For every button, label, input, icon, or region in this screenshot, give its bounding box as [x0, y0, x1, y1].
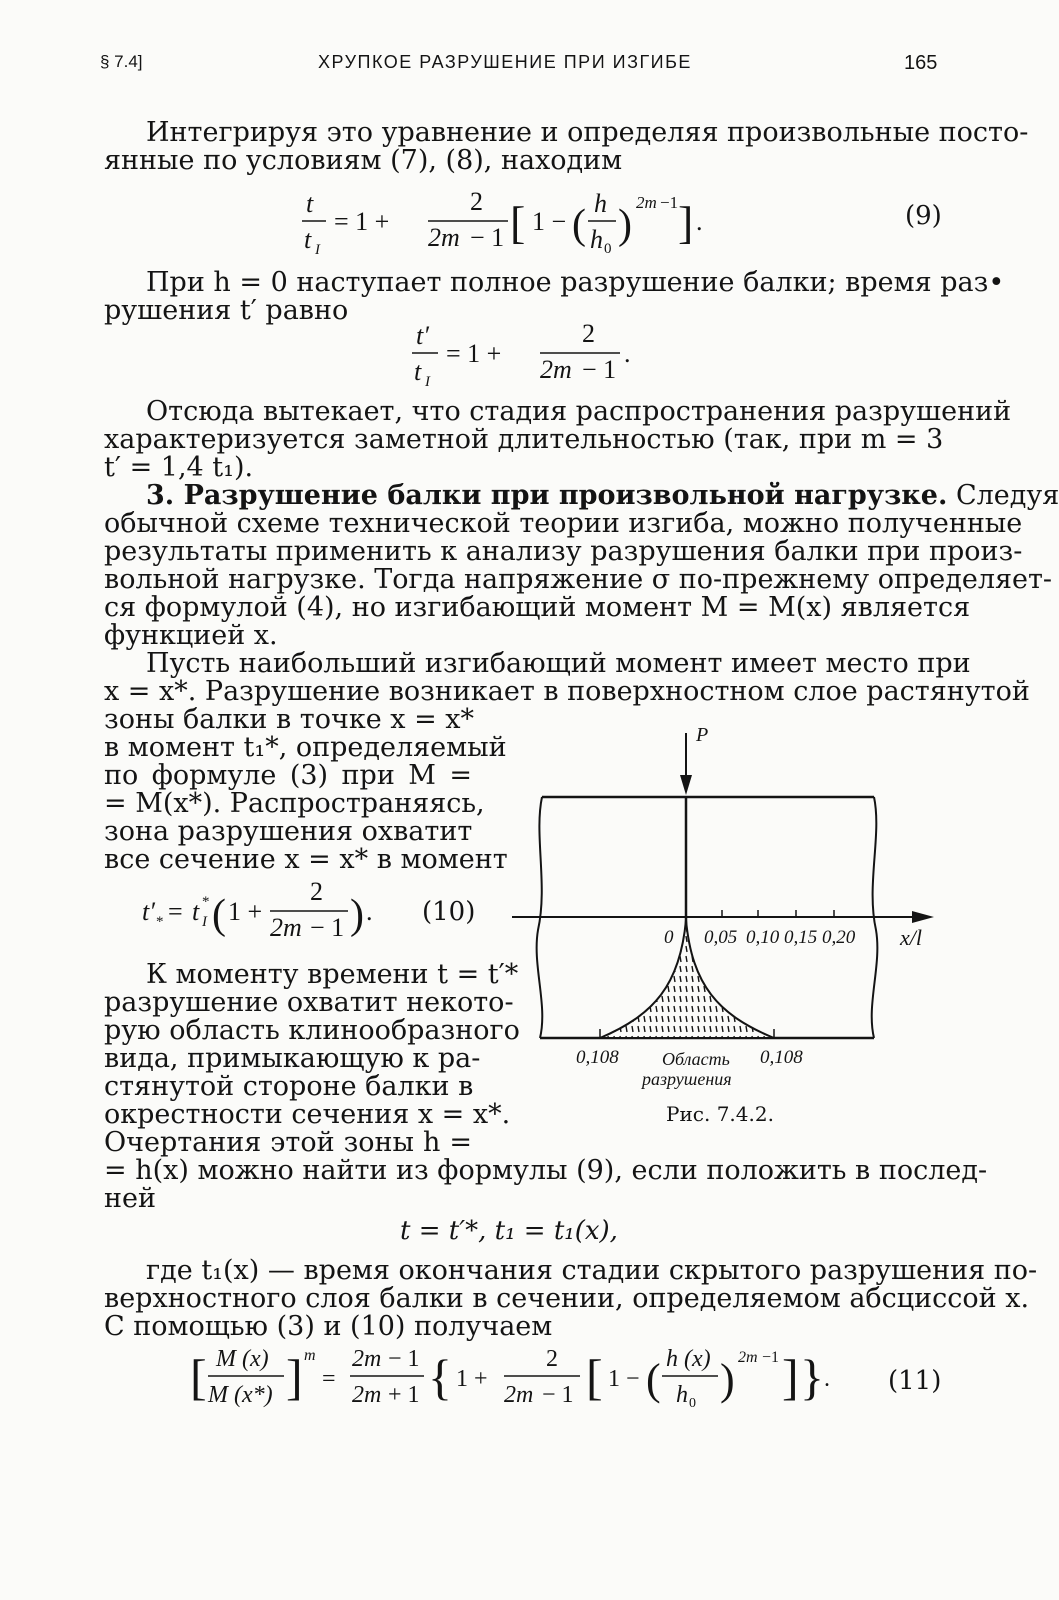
svg-text:2m: 2m — [504, 1382, 534, 1408]
subsection-heading: 3. Разрушение балки при произвольной нагрузке. — [146, 480, 948, 511]
svg-text:I: I — [425, 374, 430, 390]
svg-text:t: t — [414, 357, 422, 386]
svg-text:−1: −1 — [762, 1349, 780, 1366]
text-line: зона разрушения охватит — [104, 816, 473, 847]
equation-number: (10) — [422, 897, 476, 927]
svg-text:− 1: − 1 — [542, 1382, 574, 1408]
text-line: все сечение x = x* в момент — [104, 844, 508, 875]
section-number: § 7.4] — [100, 52, 143, 71]
axis-arrow-icon — [912, 911, 934, 923]
svg-text:): ) — [350, 892, 364, 938]
svg-text:]: ] — [286, 1349, 303, 1405]
svg-text:2: 2 — [582, 319, 595, 348]
equation-9 — [300, 186, 760, 260]
svg-text:2m: 2m — [540, 355, 572, 384]
text-line: результаты применить к анализу разрушения балки при произ- — [104, 536, 1023, 567]
svg-text:[: [ — [190, 1349, 207, 1405]
svg-text:[: [ — [510, 197, 526, 248]
svg-text:M (x): M (x) — [216, 1346, 269, 1372]
svg-text:}: } — [800, 1349, 824, 1405]
svg-text:*: * — [202, 894, 210, 910]
svg-text:2: 2 — [470, 187, 483, 216]
svg-text:= 1 +: = 1 + — [334, 207, 390, 236]
running-title: ХРУПКОЕ РАЗРУШЕНИЕ ПРИ ИЗГИБЕ — [318, 52, 692, 72]
text-span: Следуя — [947, 480, 1059, 511]
equation-11 — [190, 1340, 850, 1420]
svg-text:2m: 2m — [636, 193, 657, 212]
svg-text:h: h — [676, 1382, 688, 1408]
text-line: рую область клинообразного — [104, 1015, 520, 1046]
text-line: С помощью (3) и (10) получаем — [104, 1311, 553, 1342]
text-line: в момент t₁*, определяемый — [104, 732, 507, 763]
svg-text:t′: t′ — [142, 897, 155, 926]
svg-text:t: t — [192, 897, 200, 926]
svg-text:2m: 2m — [428, 223, 460, 252]
svg-text:]: ] — [782, 1349, 799, 1405]
svg-text:m: m — [304, 1347, 316, 1364]
svg-text:2m: 2m — [352, 1346, 382, 1372]
svg-text:− 1: − 1 — [388, 1346, 420, 1372]
axis-label: x/l — [900, 925, 922, 950]
svg-text:=: = — [322, 1366, 336, 1392]
text-line: вольной нагрузке. Тогда напряжение σ по-прежнему определяет- — [104, 564, 1053, 595]
figure-beam — [504, 715, 964, 1100]
force-label: P — [696, 724, 709, 746]
region-label: Область — [662, 1049, 730, 1069]
svg-text:+ 1: + 1 — [388, 1382, 420, 1408]
svg-text:h (x): h (x) — [666, 1346, 711, 1372]
equation-number: (9) — [905, 201, 942, 231]
svg-text:(: ( — [212, 892, 226, 938]
svg-text:1 +: 1 + — [228, 897, 263, 926]
svg-text:t: t — [304, 225, 312, 254]
origin-label: 0 — [664, 927, 674, 948]
svg-text:): ) — [618, 202, 632, 248]
text-line: При h = 0 наступает полное разрушение балки; время раз• — [146, 267, 1005, 298]
equation-substitution: t = t′*, t₁ = t₁(x), — [400, 1216, 618, 1246]
text-line: = h(x) можно найти из формулы (9), если положить в послед- — [104, 1155, 988, 1186]
text-line: ней — [104, 1183, 156, 1214]
text-line: функцией x. — [104, 620, 278, 651]
figure-caption: Рис. 7.4.2. — [666, 1102, 774, 1126]
page-number: 165 — [904, 52, 938, 74]
svg-text:1 −: 1 − — [532, 207, 567, 236]
text-line: зоны балки в точке x = x* — [104, 704, 475, 735]
equation-10 — [142, 876, 412, 950]
text-line: К моменту времени t = t′* — [146, 959, 519, 990]
tick-label: 0,10 — [746, 927, 780, 948]
text-line — [104, 480, 1059, 511]
arrow-head-icon — [680, 775, 692, 795]
svg-text:2m: 2m — [270, 913, 302, 942]
text-line: разрушение охватит некото- — [104, 987, 514, 1018]
svg-text:): ) — [720, 1355, 735, 1404]
svg-text:t: t — [306, 189, 314, 218]
text-line: ся формулой (4), но изгибающий момент M = M(x) является — [104, 592, 971, 623]
axis-ticks — [722, 910, 834, 917]
text-line: окрестности сечения x = x*. — [104, 1099, 511, 1130]
svg-text:− 1: − 1 — [582, 355, 617, 384]
svg-text:*: * — [156, 914, 164, 930]
text-line: стянутой стороне балки в — [104, 1071, 474, 1102]
tick-label: 0,20 — [822, 927, 856, 948]
text-line: = M(x*). Распространяясь, — [104, 788, 485, 819]
text-line: Очертания этой зоны h = — [104, 1127, 472, 1158]
tick-label: 0,15 — [784, 927, 818, 948]
svg-text:1 −: 1 − — [608, 1366, 640, 1392]
svg-text:h: h — [594, 189, 607, 218]
svg-text:2: 2 — [310, 877, 323, 906]
svg-text:I: I — [315, 242, 320, 258]
text-line: характеризуется заметной длительностью (так, при m = 3 — [104, 424, 944, 455]
tick-label: 0,05 — [704, 927, 738, 948]
svg-text:2m: 2m — [738, 1349, 758, 1366]
svg-text:0: 0 — [604, 241, 612, 257]
text-line: янные по условиям (7), (8), находим — [104, 145, 623, 176]
equation-number: (11) — [888, 1366, 942, 1396]
svg-text:M (x*): M (x*) — [208, 1382, 273, 1408]
text-line: Пусть наибольший изгибающий момент имеет место при — [146, 648, 971, 679]
svg-text:.: . — [824, 1366, 830, 1392]
text-line: где t₁(x) — время окончания стадии скрытого разрушения по- — [146, 1255, 1038, 1286]
text-line: обычной схеме технической теории изгиба, можно полученные — [104, 508, 1023, 539]
svg-text:0: 0 — [689, 1396, 696, 1411]
text-line: Отсюда вытекает, что стадия распространения разрушений — [146, 396, 1012, 427]
svg-text:= 1 +: = 1 + — [446, 339, 502, 368]
text-line: Интегрируя это уравнение и определяя произвольные посто- — [146, 117, 1029, 148]
svg-text:[: [ — [586, 1349, 603, 1405]
svg-text:=: = — [168, 897, 183, 926]
text-line: t′ = 1,4 t₁). — [104, 452, 254, 483]
text-line: рушения t′ равно — [104, 295, 349, 326]
text-line: вида, примыкающую к ра- — [104, 1043, 481, 1074]
svg-text:]: ] — [678, 197, 694, 248]
text-line: x = x*. Разрушение возникает в поверхностном слое растянутой — [104, 676, 1030, 707]
region-label: разрушения — [642, 1069, 732, 1089]
svg-text:− 1: − 1 — [310, 913, 345, 942]
svg-text:.: . — [366, 897, 373, 926]
svg-text:I: I — [202, 914, 207, 930]
svg-text:− 1: − 1 — [470, 223, 505, 252]
svg-text:.: . — [696, 207, 703, 236]
svg-text:t′: t′ — [416, 321, 429, 350]
svg-text:1 +: 1 + — [456, 1366, 488, 1392]
right-bound-label: 0,108 — [760, 1047, 803, 1068]
svg-text:(: ( — [646, 1355, 661, 1404]
svg-text:{: { — [428, 1349, 452, 1405]
text-line: по формуле (3) при M = — [104, 760, 472, 791]
svg-text:2: 2 — [546, 1346, 558, 1372]
text-line: верхностного слоя балки в сечении, определяемом абсциссой x. — [104, 1283, 1030, 1314]
svg-text:h: h — [590, 225, 603, 254]
svg-text:−1: −1 — [660, 193, 679, 212]
svg-text:.: . — [624, 339, 631, 368]
svg-text:2m: 2m — [352, 1382, 382, 1408]
equation-t-prime — [410, 318, 650, 392]
left-bound-label: 0,108 — [576, 1047, 619, 1068]
svg-text:(: ( — [572, 202, 586, 248]
